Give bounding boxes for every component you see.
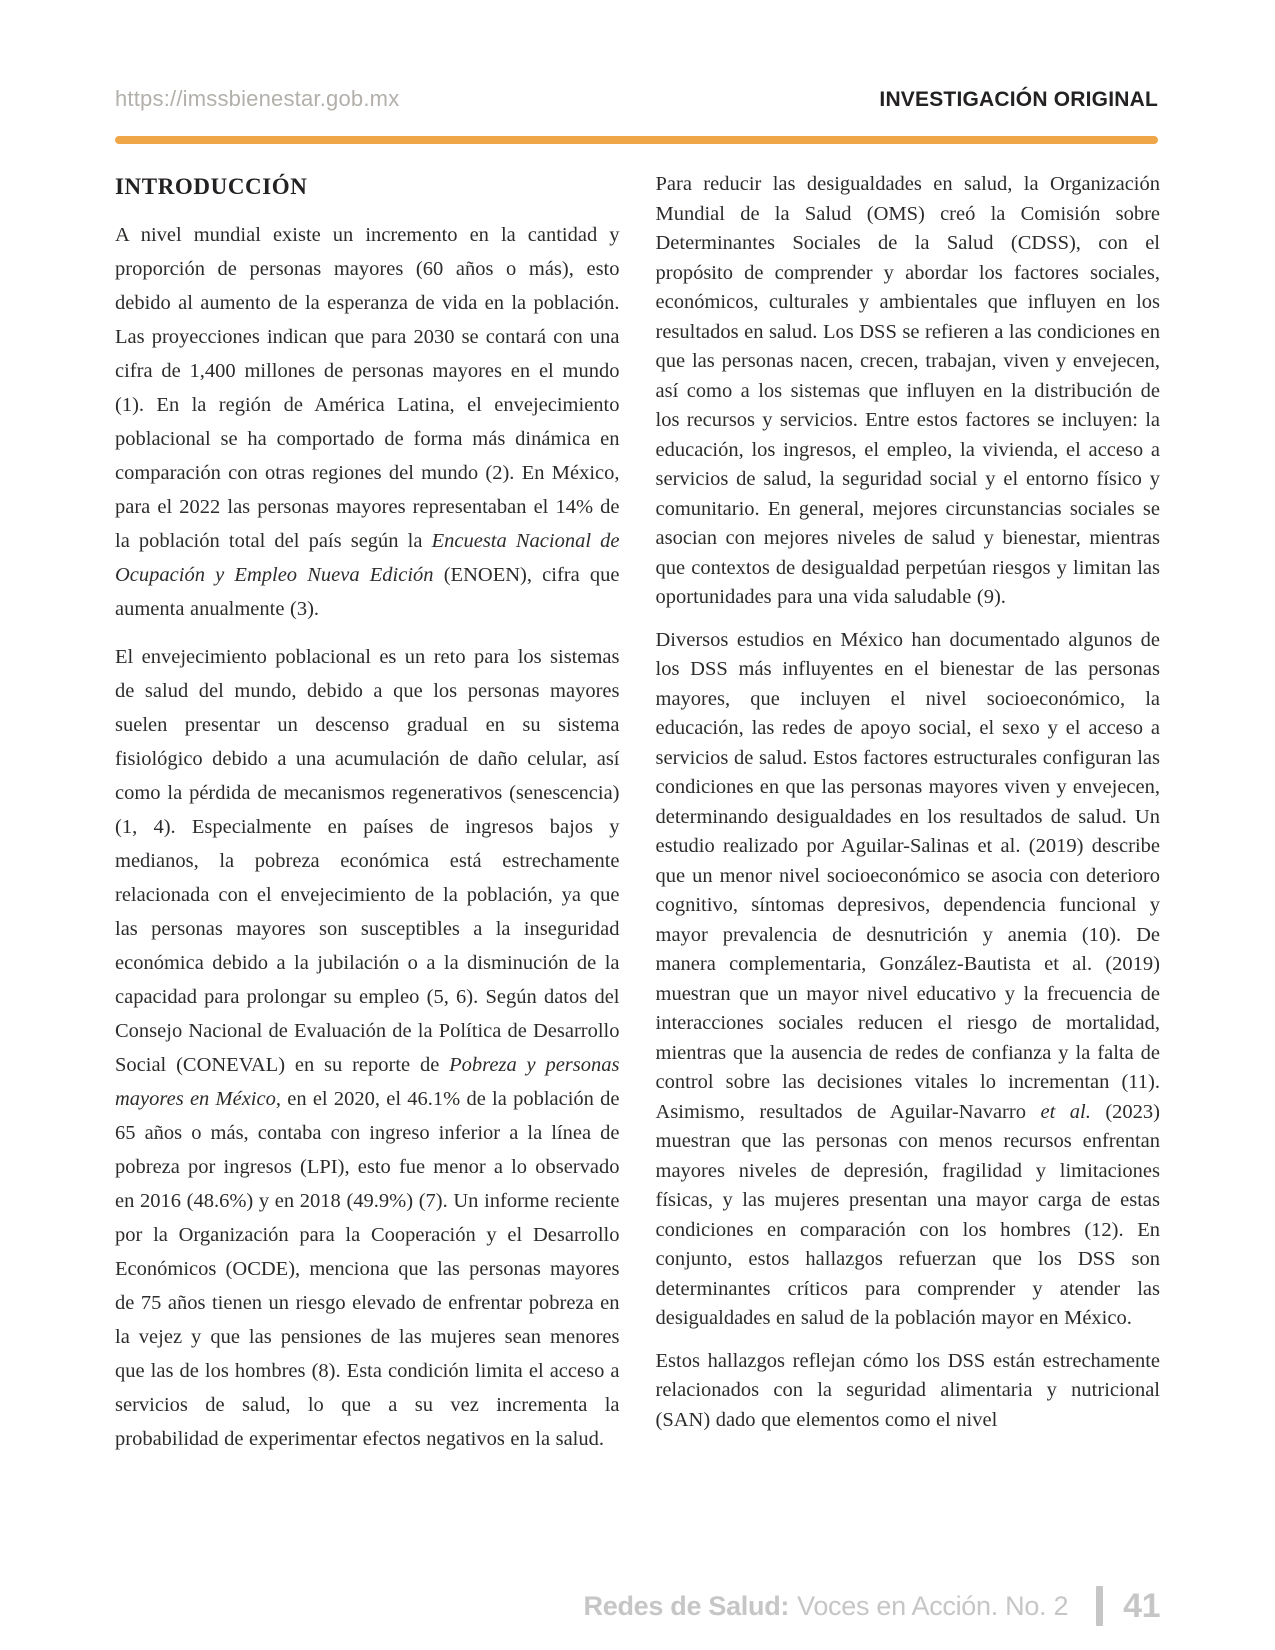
paragraph: A nivel mundial existe un incremento en la cantidad y proporción de personas mayores (60 años o más), esto debido al aumento de la esperanza de vida en la población. Las proyecciones indican que para 2030 se contará con una cifra de 1,400 millones de personas mayores en el mundo (1). En la región de América Latina, el envejecimiento poblacional se ha comportado de forma más dinámica en comparación con otras regiones del mundo (2). En México, para el 2022 las personas mayores representaban el 14% de la población total del país según la Encuesta Nacional de Ocupación y Empleo Nueva Edición (ENOEN), cifra que aumenta anualmente (3). [115,224,620,620]
right-column [656,170,1161,1590]
journal-title: Redes de Salud: [583,1590,790,1621]
section-heading: INTRODUCCIÓN [115,174,308,199]
paragraph: El envejecimiento poblacional es un reto para los sistemas de salud del mundo, debido a que los personas mayores suelen presentar un descenso gradual en su sistema fisiológico debido a una acumulación de daño celular, así como la pérdida de mecanismos regenerativos (senescencia) (1, 4). Especialmente en países de ingresos bajos y medianos, la pobreza económica está estrechamente relacionada con el envejecimiento de la población, ya que las personas mayores son susceptibles a la inseguridad económica debido a la jubilación o a la disminución de la capacidad para prolongar su empleo (5, 6). Según datos del Consejo Nacional de Evaluación de la Política de Desarrollo Social (CONEVAL) en su reporte de Pobreza y personas mayores en México, en el 2020, el 46.1% de la población de 65 años o más, contaba con ingreso inferior a la línea de pobreza por ingresos (LPI), esto fue menor a lo observado en 2016 (48.6%) y en 2018 (49.9%) (7). Un informe reciente por la Organización para la Cooperación y el Desarrollo Económicos (OCDE), menciona que las personas mayores de 75 años tienen un riesgo elevado de enfrentar pobreza en la vejez y que las pensiones de las mujeres sean menores que las de los hombres (8). Esta condición limita el acceso a servicios de salud, lo que a su vez incrementa la probabilidad de experimentar efectos negativos en la salud. [115,646,620,1450]
journal-subtitle: Voces en Acción. No. 2 [797,1590,1069,1621]
left-column [115,170,620,1590]
paragraph: Diversos estudios en México han documentado algunos de los DSS más influyentes en el bienestar de las personas mayores, que incluyen el nivel socioeconómico, la educación, las redes de apoyo social, el sexo y el acceso a servicios de salud. Estos factores estructurales configuran las condiciones en que las personas mayores viven y envejecen, determinando desigualdades en los resultados de salud. Un estudio realizado por Aguilar-Salinas et al. (2019) describe que un menor nivel socioeconómico se asocia con deterioro cognitivo, síntomas depresivos, dependencia funcional y mayor prevalencia de desnutrición y anemia (10). De manera complementaria, González-Bautista et al. (2019) muestran que un mayor nivel educativo y la frecuencia de interacciones sociales reducen el riesgo de mortalidad, mientras que la ausencia de redes de confianza y la falta de control sobre las decisiones vitales lo incrementan (11). Asimismo, resultados de Aguilar-Navarro et al. (2023) muestran que las personas con menos recursos enfrentan mayores niveles de depresión, fragilidad y limitaciones físicas, y las mujeres presentan una mayor carga de estas condiciones en comparación con los hombres (12). En conjunto, estos hallazgos refuerzan que los DSS son determinantes críticos para comprender y atender las desigualdades en salud de la población mayor en México. [655,628,1160,1329]
article-body [115,170,1160,1590]
footer-divider [1096,1586,1103,1626]
journal-url: https://imssbienestar.gob.mx [115,86,400,111]
left-paragraphs [115,218,620,1456]
paragraph: Para reducir las desigualdades en salud, la Organización Mundial de la Salud (OMS) creó la Comisión sobre Determinantes Sociales de la Salud (CDSS), con el propósito de comprender y abordar los factores sociales, económicos, culturales y ambientales que influyen en los resultados en salud. Los DSS se refieren a las condiciones en que las personas nacen, crecen, trabajan, viven y envejecen, así como a los sistemas que influyen en la distribución de los recursos y servicios. Entre estos factores se incluyen: la educación, los ingresos, el empleo, la vivienda, el acceso a servicios de salud, la seguridad social y el entorno físico y comunitario. En general, mejores circunstancias sociales se asocian con mejores niveles de salud y bienestar, mientras que contextos de desigualdad perpetúan riesgos y limitan las oportunidades para una vida saludable (9). [655,173,1161,608]
accent-rule [115,136,1158,144]
paragraph: Estos hallazgos reflejan cómo los DSS están estrechamente relacionados con la seguridad alimentaria y nutricional (SAN) dado que elementos como el nivel [655,1349,1160,1431]
page-number: 41 [1123,1586,1160,1625]
right-paragraphs [656,170,1161,1435]
page-header [115,86,1158,112]
section-label: INVESTIGACIÓN ORIGINAL [879,88,1158,111]
page-footer [584,1583,1160,1629]
